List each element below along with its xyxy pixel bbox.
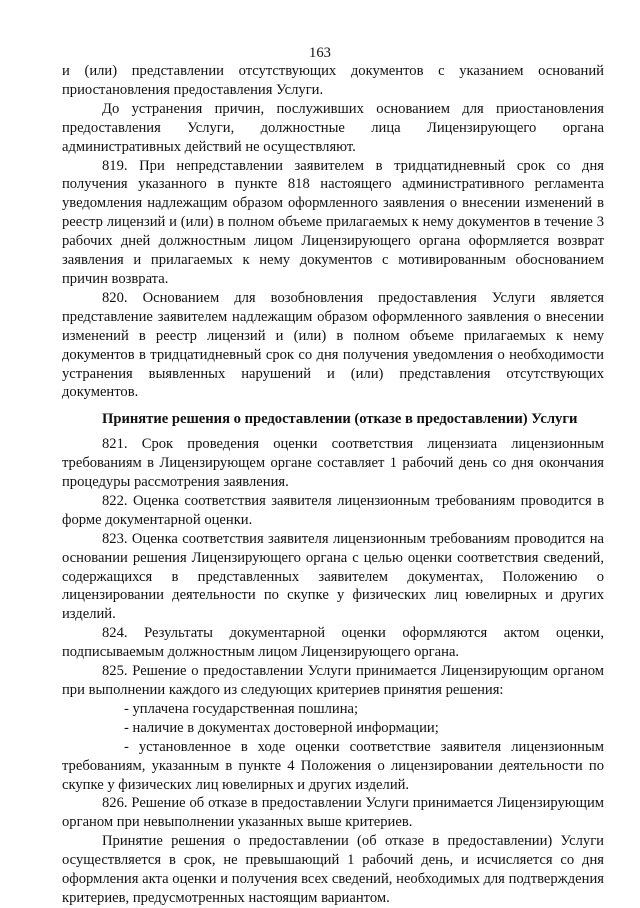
paragraph-823: 823. Оценка соответствия заявителя лицензионным требованиям проводится на основании решения Лицензирующего органа с целью оценки соответствия сведений, содержащихся в представленных заявителем документах, Положению о лицензировании деятельности по скупке у физических лиц ювелирных и других изделий. bbox=[62, 530, 604, 623]
paragraph-821: 821. Срок проведения оценки соответствия лицензиата лицензионным требованиям в Лицензирующем органе составляет 1 рабочий день со дня окончания процедуры рассмотрения заявления. bbox=[62, 436, 604, 491]
paragraph-824: 824. Результаты документарной оценки оформляются актом оценки, подписываемым должностным лицом Лицензирующего органа. bbox=[62, 625, 604, 661]
paragraph-decision-timing: Принятие решения о предоставлении (об отказе в предоставлении) Услуги осуществляется в срок, не превышающий 1 рабочий день, и исчисляется со дня оформления акта оценки и получения всех сведений, необходимых для подтверждения критериев, предусмотренных настоящим вариантом. bbox=[62, 833, 604, 906]
paragraph-continuation: и (или) представлении отсутствующих документов с указанием оснований приостановления предоставления Услуги. bbox=[62, 63, 604, 98]
paragraph-820: 820. Основанием для возобновления предоставления Услуги является представление заявителем надлежащим образом оформленного заявления о внесении изменений в реестр лицензий и (или) в полном объеме прилагаемых к нему документов в тридцатидневный срок со дня получения уведомления о необходимости устранения выявленных нарушений и (или) представления отсутствующих документов. bbox=[62, 289, 604, 401]
criteria-item-fee: - уплачена государственная пошлина; bbox=[124, 700, 359, 717]
page-number: 163 bbox=[309, 45, 331, 61]
paragraph-826: 826. Решение об отказе в предоставлении Услуги принимается Лицензирующим органом при невыполнении указанных выше критериев. bbox=[62, 795, 604, 831]
page-content bbox=[62, 62, 604, 908]
criteria-item-reliable-info: - наличие в документах достоверной информации; bbox=[124, 719, 439, 736]
section-heading: Принятие решения о предоставлении (отказе в предоставлении) Услуги bbox=[102, 411, 578, 428]
paragraph-822: 822. Оценка соответствия заявителя лицензионным требованиям проводится в форме документарной оценки. bbox=[62, 492, 604, 528]
criteria-item-compliance: - установленное в ходе оценки соответствие заявителя лицензионным требованиям, указанным в пункте 4 Положения о лицензировании деятельности по скупке у физических лиц ювелирных и других изделий. bbox=[62, 738, 604, 793]
paragraph-819: 819. При непредставлении заявителем в тридцатидневный срок со дня получения указанного в пункте 818 настоящего административного регламента уведомления надлежащим образом оформленного заявления о внесении изменений в реестр лицензий и (или) в полном объеме прилагаемых к нему документов в течение 3 рабочих дней должностным лицом Лицензирующего органа оформляется возврат заявления и прилагаемых к нему документов с мотивированным обоснованием причин возврата. bbox=[62, 157, 604, 287]
paragraph-suspension-note: До устранения причин, послуживших основанием для приостановления предоставления Услуги, должностные лица Лицензирующего органа административных действий не осуществляют. bbox=[62, 100, 604, 155]
paragraph-825: 825. Решение о предоставлении Услуги принимается Лицензирующим органом при выполнении каждого из следующих критериев принятия решения: bbox=[62, 663, 604, 698]
